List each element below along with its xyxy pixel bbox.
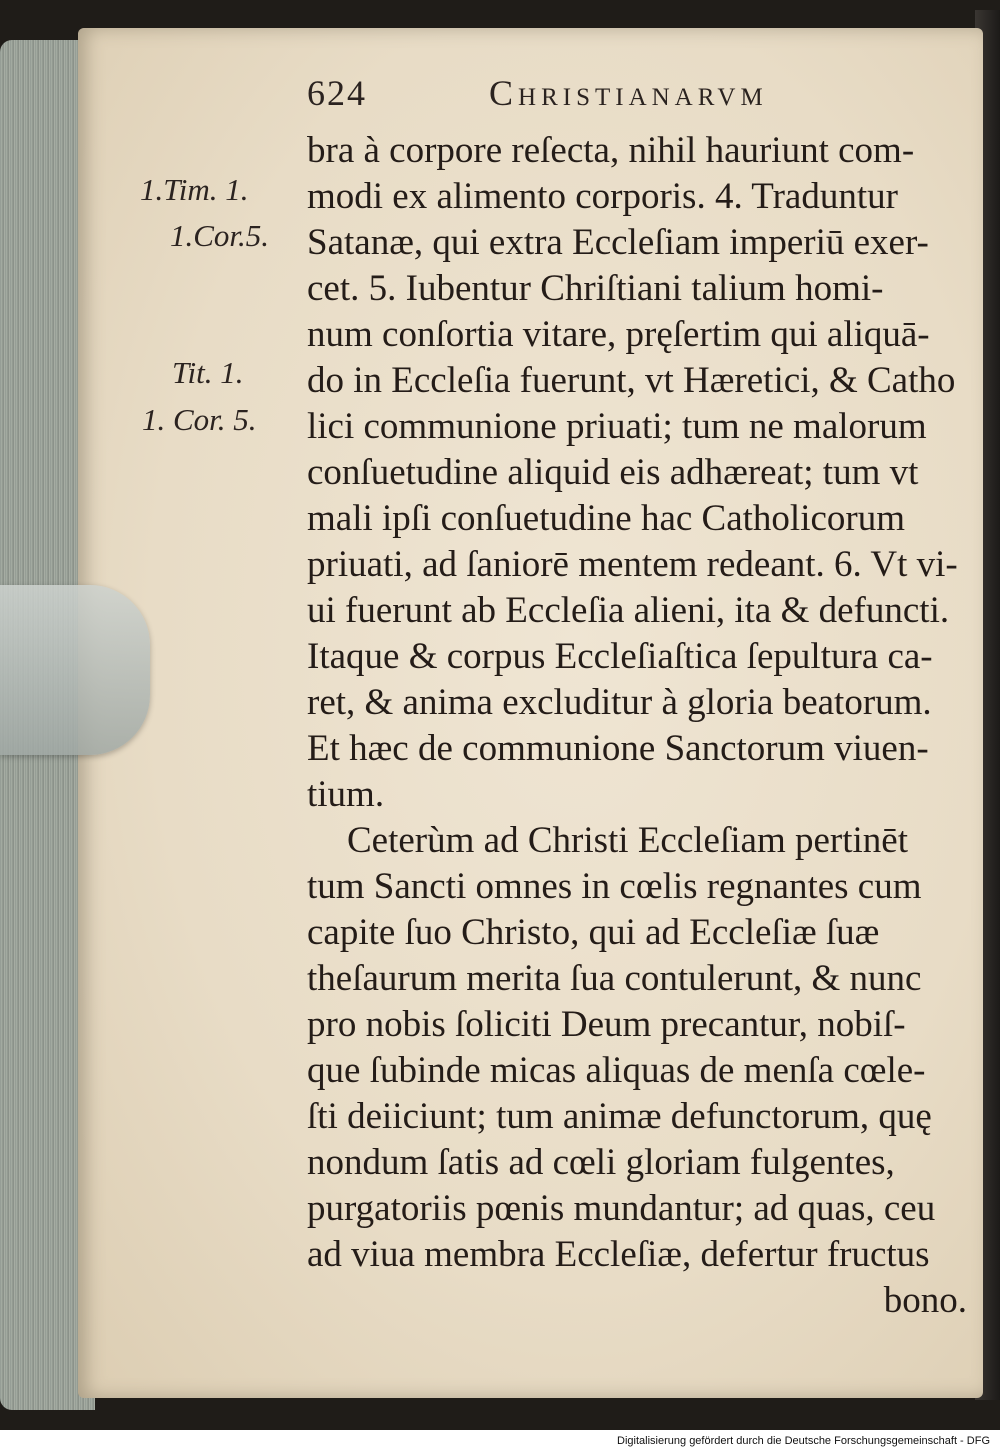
text-line: theſaurum merita ſua contulerunt, & nunc — [307, 958, 922, 999]
text-line: pro nobis ſoliciti Deum precantur, nobiſ- — [307, 1004, 906, 1045]
dfg-credit: Digitalisierung gefördert durch die Deutsche Forschungsgemeinschaft - DFG — [617, 1435, 990, 1447]
page-number: 624 — [307, 73, 367, 113]
text-line: modi ex alimento corporis. 4. Traduntur — [307, 176, 898, 217]
text-line: cet. 5. Iubentur Chriſtiani talium homi- — [307, 268, 884, 309]
text-line: conſuetudine aliquid eis adhæreat; tum vt — [307, 452, 919, 493]
text-line: tium. — [307, 774, 385, 815]
text-line: priuati, ad ſaniorē mentem redeant. 6. Vt vi- — [307, 544, 958, 585]
text-line: mali ipſi conſuetudine hac Catholicorum — [307, 498, 906, 539]
text-line: Satanæ, qui extra Eccleſiam imperiū exer- — [307, 222, 929, 263]
text-line: do in Eccleſia fuerunt, vt Hæretici, & Catho — [307, 360, 956, 401]
page-header — [307, 72, 867, 120]
footer-bar — [0, 1430, 1000, 1452]
margin-note: 1. Cor. 5. — [142, 402, 257, 437]
text-line: Et hæc de communione Sanctorum viuen- — [307, 728, 929, 769]
text-line: tum Sancti omnes in cœlis regnantes cum — [307, 866, 922, 907]
text-line: ad viua membra Eccleſiæ, defertur fructus — [307, 1234, 930, 1275]
text-line: que ſubinde micas aliquas de menſa cœle- — [307, 1050, 926, 1091]
clip-marker — [0, 585, 150, 755]
text-line: num conſortia vitare, pręſertim qui aliquā- — [307, 314, 930, 355]
text-line: lici communione priuati; tum ne malorum — [307, 406, 927, 447]
margin-note: Tit. 1. — [172, 355, 244, 390]
text-line: nondum ſatis ad cœli gloriam fulgentes, — [307, 1142, 895, 1183]
margin-note: 1.Cor.5. — [170, 218, 270, 253]
catchword: bono. — [883, 1280, 967, 1321]
text-line: ui fuerunt ab Eccleſia alieni, ita & defuncti. — [307, 590, 950, 631]
text-line: purgatoriis pœnis mundantur; ad quas, ceu — [307, 1188, 936, 1229]
text-line: Itaque & corpus Eccleſiaſtica ſepultura ca- — [307, 636, 933, 677]
body-text — [307, 128, 967, 1324]
running-title: Christianarvm — [489, 73, 768, 113]
text-line: capite ſuo Christo, qui ad Eccleſiæ ſuæ — [307, 912, 880, 953]
text-line: ſti deiiciunt; tum animæ defunctorum, quę — [307, 1096, 932, 1137]
text-line: bra à corpore reſecta, nihil hauriunt com- — [307, 130, 915, 171]
text-line: ret, & anima excluditur à gloria beatorum. — [307, 682, 932, 723]
text-line: Ceterùm ad Christi Eccleſiam pertinēt — [347, 820, 908, 861]
margin-note: 1.Tim. 1. — [140, 172, 249, 207]
